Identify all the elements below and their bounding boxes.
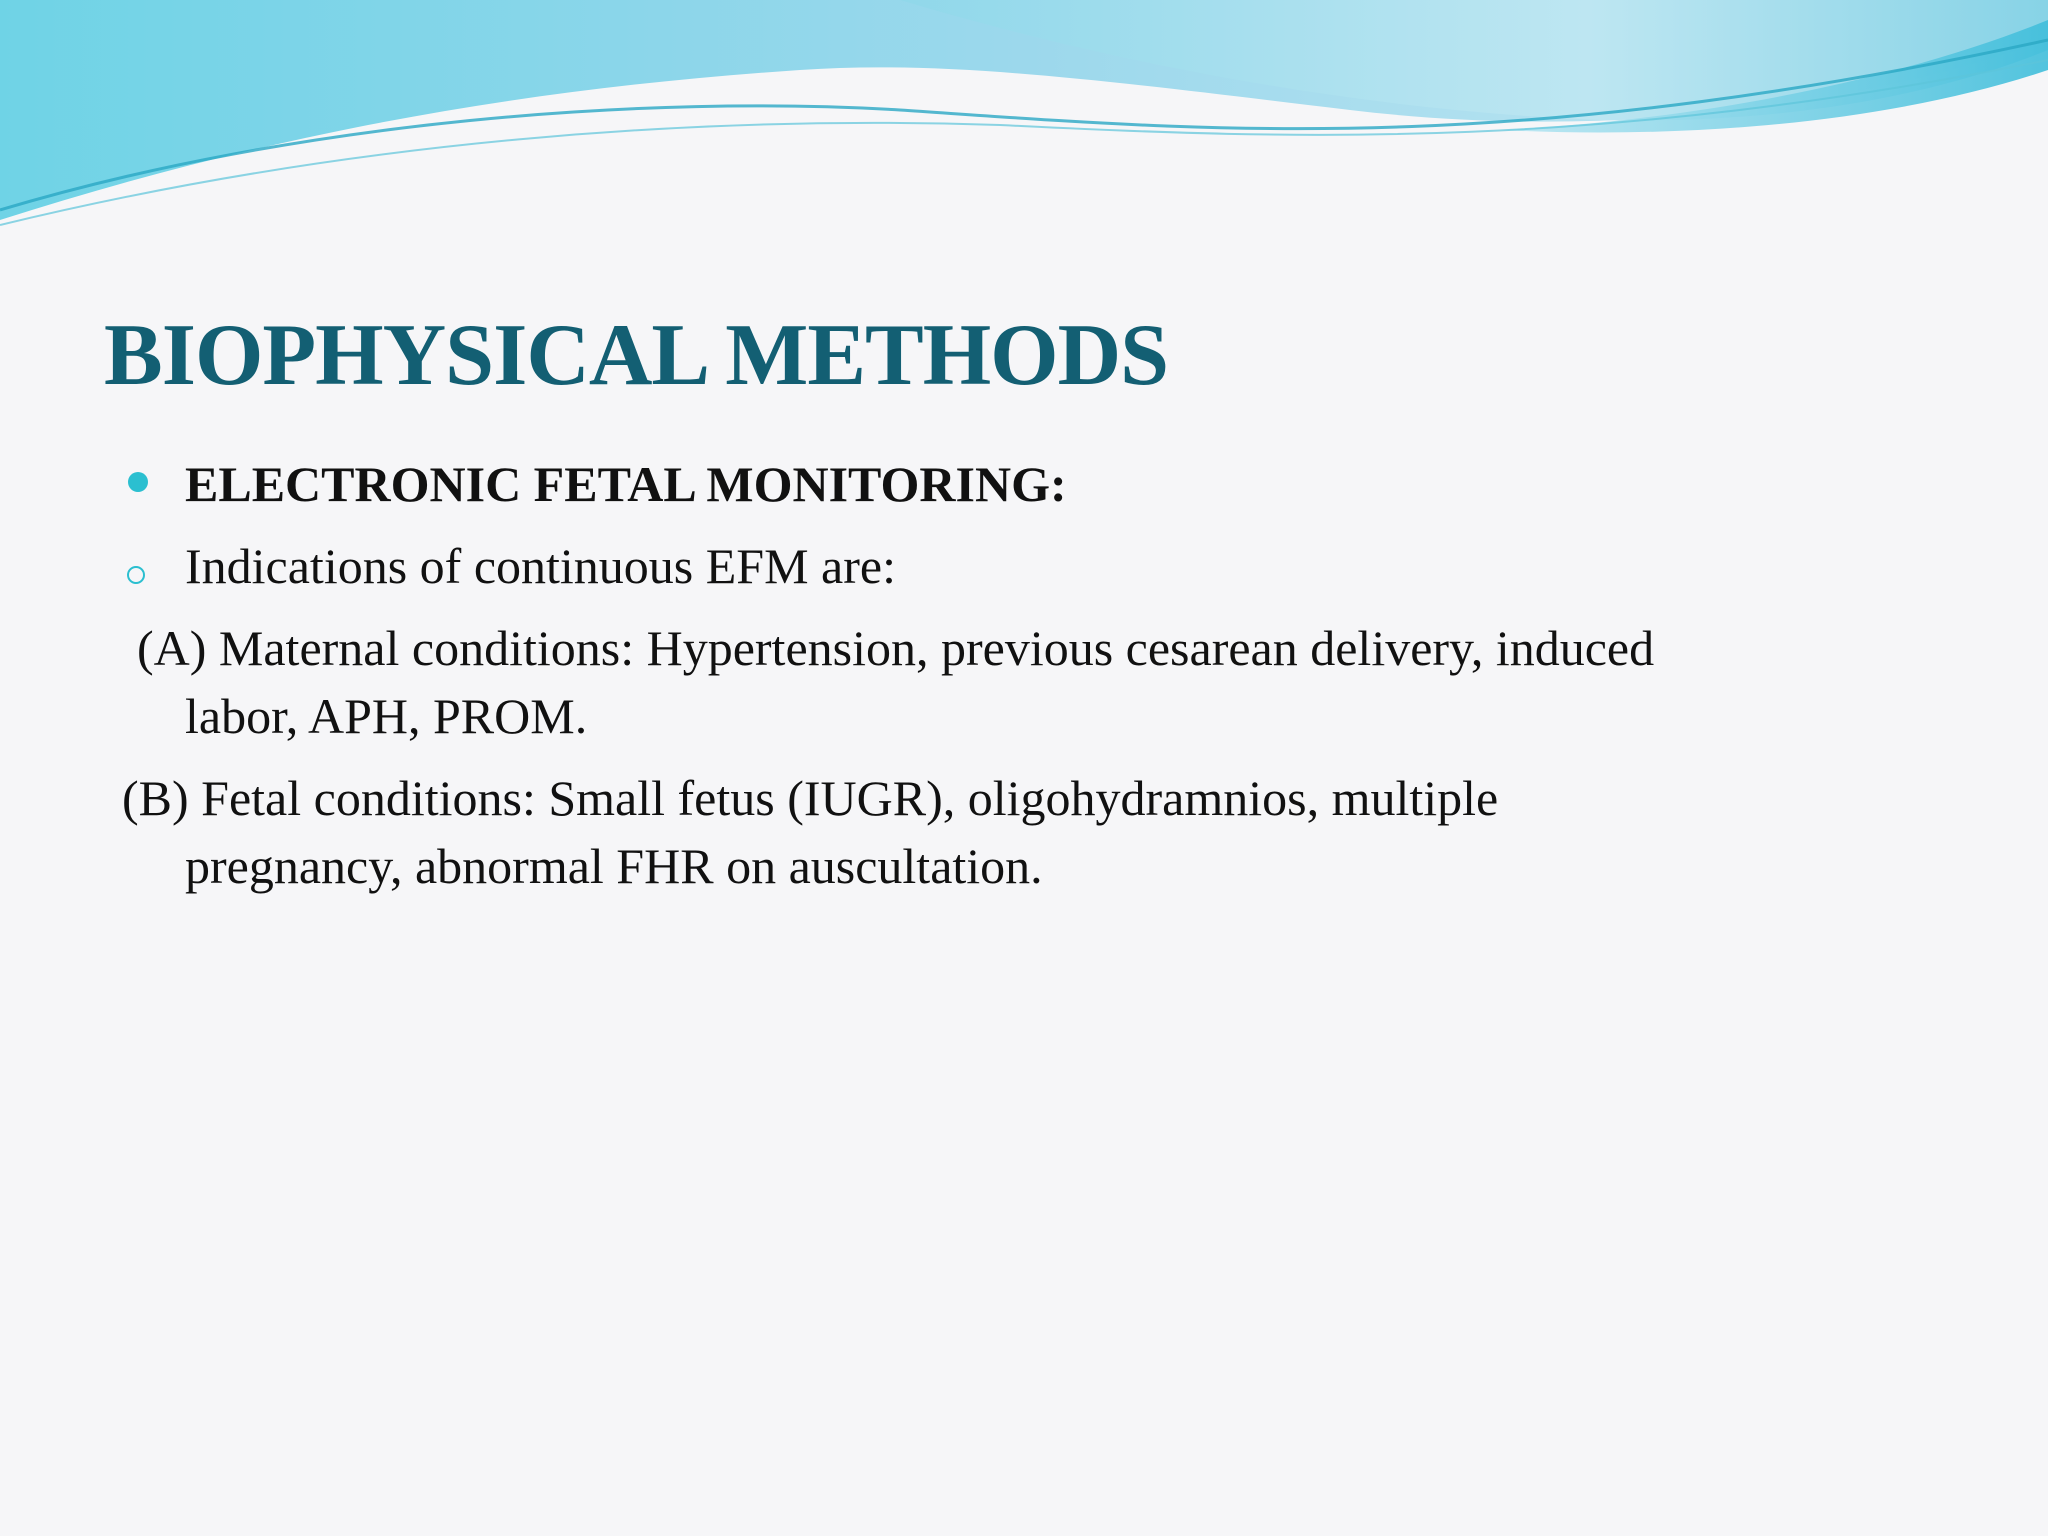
slide-title: BIOPHYSICAL METHODS xyxy=(104,307,1169,404)
bullet-text-indications: Indications of continuous EFM are: xyxy=(185,538,896,594)
item-a-line1: (A) Maternal conditions: Hypertension, previous cesarean delivery, induced xyxy=(137,620,1655,676)
bullet-text-efm: ELECTRONIC FETAL MONITORING: xyxy=(185,456,1067,512)
item-a-line2: labor, APH, PROM. xyxy=(185,688,588,744)
item-b-line1: (B) Fetal conditions: Small fetus (IUGR), oligohydramnios, multiple xyxy=(122,770,1499,826)
hollow-circle-bullet-icon xyxy=(127,566,145,584)
item-b-line2: pregnancy, abnormal FHR on auscultation. xyxy=(185,838,1043,894)
filled-circle-bullet-icon xyxy=(128,472,148,492)
header-wave-decoration xyxy=(0,0,2048,240)
